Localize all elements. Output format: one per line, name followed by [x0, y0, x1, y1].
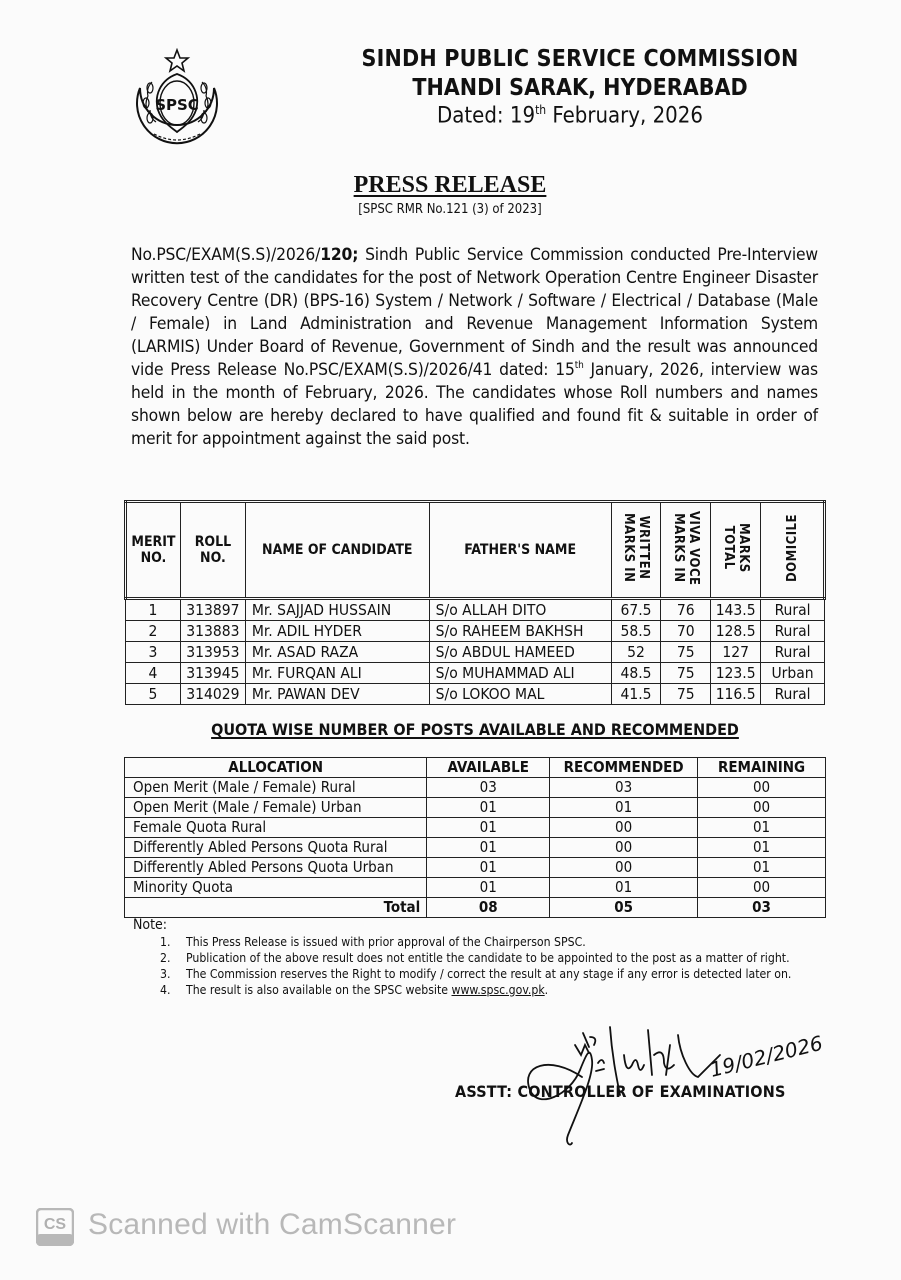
marks-viva: 76 — [661, 599, 711, 621]
table-row — [126, 599, 825, 621]
note-item: 2. Publication of the above result does not entitle the candidate to be appointed to the post as a matter of right. — [160, 951, 790, 965]
candidate-name: Mr. SAJJAD HUSSAIN — [245, 599, 429, 621]
merit-no: 1 — [126, 599, 181, 621]
merit-no: 3 — [126, 642, 181, 663]
camscanner-logo-icon — [36, 1208, 74, 1246]
domicile: Rural — [761, 621, 825, 642]
marks-written: 48.5 — [611, 663, 661, 684]
total-label: Total — [125, 898, 427, 918]
available: 03 — [427, 778, 550, 798]
father-name: S/o RAHEEM BAKHSH — [429, 621, 611, 642]
document-date: Dated: 19th February, 2026 — [437, 103, 703, 129]
header-merit-no: MERIT NO. — [126, 502, 181, 599]
header-remaining: REMAINING — [698, 758, 826, 778]
marks-viva: 75 — [661, 642, 711, 663]
recommended: 00 — [550, 858, 698, 878]
total-recommended: 05 — [550, 898, 698, 918]
father-name: S/o ALLAH DITO — [429, 599, 611, 621]
marks-written: 67.5 — [611, 599, 661, 621]
header-available: AVAILABLE — [427, 758, 550, 778]
father-name: S/o MUHAMMAD ALI — [429, 663, 611, 684]
allocation: Open Merit (Male / Female) Urban — [125, 798, 427, 818]
recommended: 00 — [550, 818, 698, 838]
header-father-name: FATHER'S NAME — [429, 502, 611, 599]
note-item: 1. This Press Release is issued with prior approval of the Chairperson SPSC. — [160, 935, 586, 949]
header-allocation: ALLOCATION — [125, 758, 427, 778]
available: 01 — [427, 818, 550, 838]
remaining: 00 — [698, 798, 826, 818]
header-recommended: RECOMMENDED — [550, 758, 698, 778]
available: 01 — [427, 838, 550, 858]
candidate-name: Mr. PAWAN DEV — [245, 684, 429, 705]
quota-section-title: QUOTA WISE NUMBER OF POSTS AVAILABLE AND RECOMMENDED — [211, 720, 739, 739]
table-row — [125, 838, 826, 858]
merit-no: 4 — [126, 663, 181, 684]
press-release-reference: [SPSC RMR No.121 (3) of 2023] — [358, 202, 542, 217]
roll-no: 314029 — [180, 684, 245, 705]
domicile: Rural — [761, 642, 825, 663]
table-row — [125, 818, 826, 838]
recommended: 01 — [550, 798, 698, 818]
roll-no: 313883 — [180, 621, 245, 642]
merit-list-table — [124, 500, 826, 705]
header-marks-written: MARKS IN WRITTEN — [611, 502, 661, 599]
table-row — [126, 621, 825, 642]
press-release-body: No.PSC/EXAM(S.S)/2026/120; Sindh Public Service Commission conducted Pre-Interview written test of the candidates for the post of Network Operation Centre Engineer Disaster Recovery Centre (DR) (BPS-16) System / Network / Software / Electrical / Database (Male / Female) in Land Administration and Revenue Management Information System (LARMIS) Under Board of Revenue, Government of Sindh and the result was announced vide Press Release No.PSC/EXAM(S.S)/2026/41 dated: 15th January, 2026, interview was held in the month of February, 2026. The candidates whose Roll numbers and names shown below are hereby declared to have qualified and found fit & suitable in order of merit for appointment against the said post. — [131, 245, 818, 449]
total-available: 08 — [427, 898, 550, 918]
svg-text:SPSC: SPSC — [155, 96, 199, 114]
roll-no: 313945 — [180, 663, 245, 684]
candidate-name: Mr. ASAD RAZA — [245, 642, 429, 663]
available: 01 — [427, 878, 550, 898]
header-marks-viva: MARKS IN VIVA VOCE — [661, 502, 711, 599]
roll-no: 313953 — [180, 642, 245, 663]
table-row — [126, 642, 825, 663]
merit-no: 5 — [126, 684, 181, 705]
available: 01 — [427, 798, 550, 818]
table-row — [125, 798, 826, 818]
recommended: 00 — [550, 838, 698, 858]
allocation: Differently Abled Persons Quota Rural — [125, 838, 427, 858]
notes-list — [160, 934, 840, 998]
roll-no: 313897 — [180, 599, 245, 621]
note-item: 3. The Commission reserves the Right to modify / correct the result at any stage if any error is detected later on. — [160, 967, 792, 981]
total-marks: 123.5 — [711, 663, 761, 684]
marks-written: 52 — [611, 642, 661, 663]
total-remaining: 03 — [698, 898, 826, 918]
recommended: 03 — [550, 778, 698, 798]
total-marks: 127 — [711, 642, 761, 663]
camscanner-watermark-text: Scanned with CamScanner — [88, 1208, 457, 1241]
table-row — [126, 684, 825, 705]
remaining: 01 — [698, 838, 826, 858]
candidate-name: Mr. ADIL HYDER — [245, 621, 429, 642]
remaining: 01 — [698, 818, 826, 838]
father-name: S/o LOKOO MAL — [429, 684, 611, 705]
marks-viva: 75 — [661, 663, 711, 684]
allocation: Open Merit (Male / Female) Rural — [125, 778, 427, 798]
signature-date: 19/02/2026 — [707, 1030, 826, 1082]
svg-text:CS: CS — [43, 1216, 67, 1233]
remaining: 00 — [698, 878, 826, 898]
domicile: Rural — [761, 684, 825, 705]
domicile: Rural — [761, 599, 825, 621]
total-row — [125, 898, 826, 918]
father-name: S/o ABDUL HAMEED — [429, 642, 611, 663]
marks-written: 58.5 — [611, 621, 661, 642]
note-label: Note: — [133, 917, 168, 933]
header-candidate-name: NAME OF CANDIDATE — [245, 502, 429, 599]
table-header-row — [125, 758, 826, 778]
total-marks: 128.5 — [711, 621, 761, 642]
table-row — [125, 878, 826, 898]
table-row — [125, 778, 826, 798]
allocation: Differently Abled Persons Quota Urban — [125, 858, 427, 878]
quota-table — [124, 757, 826, 918]
marks-written: 41.5 — [611, 684, 661, 705]
organization-address: THANDI SARAK, HYDERABAD — [412, 75, 748, 101]
organization-name: SINDH PUBLIC SERVICE COMMISSION — [361, 46, 799, 72]
header-roll-no: ROLL NO. — [180, 502, 245, 599]
total-marks: 116.5 — [711, 684, 761, 705]
remaining: 01 — [698, 858, 826, 878]
merit-no: 2 — [126, 621, 181, 642]
allocation: Minority Quota — [125, 878, 427, 898]
header-domicile: DOMICILE — [761, 502, 825, 599]
signatory-title: ASSTT: CONTROLLER OF EXAMINATIONS — [455, 1082, 786, 1101]
note-item: 4. The result is also available on the SPSC website www.spsc.gov.pk. — [160, 983, 549, 997]
table-row — [125, 858, 826, 878]
total-marks: 143.5 — [711, 599, 761, 621]
table-header-row — [126, 502, 825, 599]
marks-viva: 70 — [661, 621, 711, 642]
press-release-title: PRESS RELEASE — [353, 172, 547, 198]
available: 01 — [427, 858, 550, 878]
spsc-logo-icon — [124, 48, 230, 154]
table-row — [126, 663, 825, 684]
header-total-marks: TOTAL MARKS — [711, 502, 761, 599]
candidate-name: Mr. FURQAN ALI — [245, 663, 429, 684]
spsc-website-link[interactable]: www.spsc.gov.pk — [451, 983, 545, 997]
marks-viva: 75 — [661, 684, 711, 705]
recommended: 01 — [550, 878, 698, 898]
allocation: Female Quota Rural — [125, 818, 427, 838]
remaining: 00 — [698, 778, 826, 798]
domicile: Urban — [761, 663, 825, 684]
